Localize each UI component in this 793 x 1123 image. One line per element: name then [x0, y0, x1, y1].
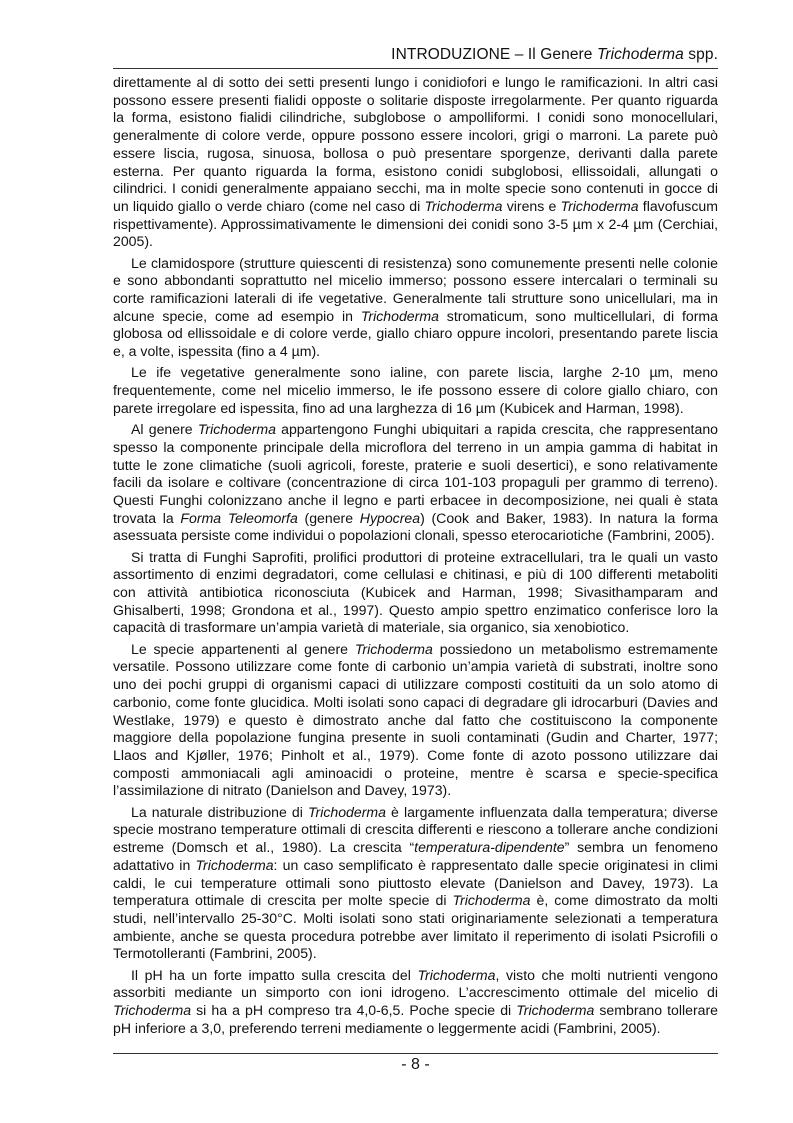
- page-number: - 8 -: [401, 1056, 430, 1073]
- italic-run: Trichoderma: [354, 640, 433, 657]
- text-run: Le clamidospore (strutture quiescenti di resistenza) sono comunemente presenti nelle colonie e sono abbondanti soprattutto nel micelio immerso; possono essere intercalari o terminali su corte ramificazioni laterali di ife vegetative. Generalmente tali strutture sono unicellulari, ma in alcune specie, come ad esempio in: [113, 254, 718, 324]
- text-run: (genere: [297, 509, 360, 526]
- italic-run: Trichoderma: [452, 892, 531, 909]
- text-run: ” sembra un fenomeno adattativo in: [113, 839, 718, 873]
- italic-run: Hypocrea: [359, 509, 421, 526]
- italic-run: Trichoderma: [417, 966, 496, 983]
- paragraph: [113, 364, 718, 417]
- running-header: [113, 46, 718, 64]
- text-run: direttamente al di sotto dei setti presenti lungo i conidiofori e lungo le ramificazioni. In altri casi possono essere presenti fialidi opposte o solitarie disposte irregolarmente. Per quanto riguarda la forma, esistono fialidi cilindriche, subglobose o ampolliformi. I conidi sono monocellulari, generalmente di colore verde, oppure possono essere incolori, grigi o marroni. La parete può essere liscia, rugosa, sinuosa, bollosa o può presentare sporgenze, derivanti dalla parete esterna. Per quanto riguarda la forma, esistono conidi subglobosi, ellissoidali, allungati o cilindrici. I conidi generalmente appaiano secchi, ma in molte specie sono contenuti in gocce di un liquido giallo o verde chiaro (come nel caso di: [113, 74, 718, 214]
- text-run: La naturale distribuzione di: [131, 803, 308, 820]
- paragraph: [113, 549, 718, 638]
- text-run: Al genere: [131, 421, 198, 438]
- italic-run: Forma Teleomorfa: [180, 509, 298, 526]
- italic-run: Trichoderma: [560, 197, 639, 214]
- paragraph: [113, 641, 718, 800]
- text-run: è largamente influenzata dalla temperatura; diverse specie mostrano temperature ottimali di crescita differenti e riescono a tollerare anche condizioni estreme (Domsch et al., 1980). La crescita “: [113, 803, 718, 856]
- paragraph: [113, 804, 718, 963]
- paragraph: [113, 421, 718, 545]
- header-title-prefix: INTRODUZIONE – Il Genere: [391, 46, 597, 63]
- text-run: Il pH ha un forte impatto sulla crescita del: [131, 966, 418, 983]
- italic-run: Trichoderma: [516, 1002, 595, 1019]
- italic-run: Trichoderma: [360, 307, 439, 324]
- italic-run: Trichoderma: [195, 856, 274, 873]
- italic-run: Trichoderma: [307, 803, 386, 820]
- text-run: , visto che molti nutrienti vengono assorbiti mediante un simporto con ioni idrogeno. L’accrescimento ottimale del micelio di: [113, 966, 719, 1001]
- text-run: Le specie appartenenti al genere: [131, 640, 355, 657]
- text-run: ) (Cook and Baker, 1983). In natura la forma asessuata persiste come individui o popolazioni clonali, spesso eterocariotiche (Fambrini, 2005).: [113, 509, 718, 544]
- text-run: stromaticum, sono multicellulari, di forma globosa od ellissoidale e di colore verde, giallo chiaro oppure incolori, presentando parete liscia e, a volte, ispessita (fino a 4 µm).: [113, 307, 718, 360]
- text-run: possiedono un metabolismo estremamente versatile. Possono utilizzare come fonte di carbonio un’ampia varietà di substrati, inoltre sono uno dei pochi gruppi di organismi capaci di utilizzare composti costituiti da un solo atomo di carbonio, come fonte glucidica. Molti isolati sono capaci di degradare gli idrocarburi (Davies and Westlake, 1979) e questo è dimostrato anche dal fatto che costituiscono la componente maggiore della popolazione fungina presente in suoli contaminati (Gudin and Charter, 1977; Llaos and Kjøller, 1976; Pinholt et al., 1979). Come fonte di azoto possono utilizzare dai composti ammoniacali agli aminoacidi o proteine, mentre è scarsa e specie-specifica l’assimilazione di nitrato (Danielson and Davey, 1973).: [113, 640, 718, 799]
- italic-run: Trichoderma: [424, 197, 503, 214]
- italic-run: Trichoderma: [113, 1002, 192, 1019]
- header-title-suffix: spp.: [683, 46, 718, 63]
- italic-run: temperatura-dipendente: [414, 839, 565, 856]
- text-run: sembrano tollerare pH inferiore a 3,0, preferendo terreni mediamente o leggermente acidi (Fambrini, 2005).: [113, 1002, 719, 1036]
- header-rule: [113, 68, 718, 69]
- text-run: appartengono Funghi ubiquitari a rapida crescita, che rappresentano spesso la componente principale della microflora del terreno in un ampia gamma di habitat in tutte le zone climatiche (suoli agricoli, foreste, praterie e suoli desertici), e sono relativamente facili da isolare e coltivare (concentrazione di circa 101-103 propaguli per grammo di terreno). Questi Funghi colonizzano anche il legno e parti erbacee in decomposizione, nei quali è stata trovata la: [113, 421, 718, 526]
- paragraph: [113, 74, 718, 251]
- text-run: virens e: [502, 197, 561, 214]
- text-run: : un caso semplificato è rappresentato dalle specie originatesi in climi caldi, le cui temperature ottimali sono piuttosto elevate (Danielson and Davey, 1973). La temperatura ottimale di crescita per molte specie di: [113, 856, 718, 909]
- text-run: flavofuscum rispettivamente). Approssimativamente le dimensioni dei conidi sono 3-5 µm x 2-4 µm (Cerchiai, 2005).: [113, 197, 718, 250]
- footer-rule: [113, 1053, 718, 1054]
- italic-run: Trichoderma: [197, 421, 276, 438]
- paragraph: [113, 967, 718, 1038]
- header-title-genus: Trichoderma: [596, 46, 684, 63]
- body-text: [113, 74, 718, 1041]
- text-run: è, come dimostrato da molti studi, nell’intervallo 25-30°C. Molti isolati sono stati originariamente selezionati a temperatura ambiente, anche se questa procedura potrebbe aver limitato il reperimento di isolati Psicrofili o Termotolleranti (Fambrini, 2005).: [113, 892, 718, 962]
- text-run: Si tratta di Funghi Saprofiti, prolifici produttori di proteine extracellulari, tra le quali un vasto assortimento di enzimi degradatori, come cellulasi e chitinasi, e più di 100 differenti metaboliti con attività antibiotica riconosciuta (Kubicek and Harman, 1998; Sivasithamparam and Ghisalberti, 1998; Grondona et al., 1997). Questo ampio spettro enzimatico conferisce loro la capacità di trasformare un’ampia varietà di materiale, sia organico, sia xenobiotico.: [113, 548, 718, 636]
- text-run: Le ife vegetative generalmente sono ialine, con parete liscia, larghe 2-10 µm, meno frequentemente, come nel micelio immerso, le ife possono essere di colore giallo chiaro, con parete irregolare ed ispessita, fino ad una larghezza di 16 µm (Kubicek and Harman, 1998).: [113, 364, 718, 416]
- paragraph: [113, 255, 718, 361]
- text-run: si ha a pH compreso tra 4,0-6,5. Poche specie di: [191, 1002, 517, 1019]
